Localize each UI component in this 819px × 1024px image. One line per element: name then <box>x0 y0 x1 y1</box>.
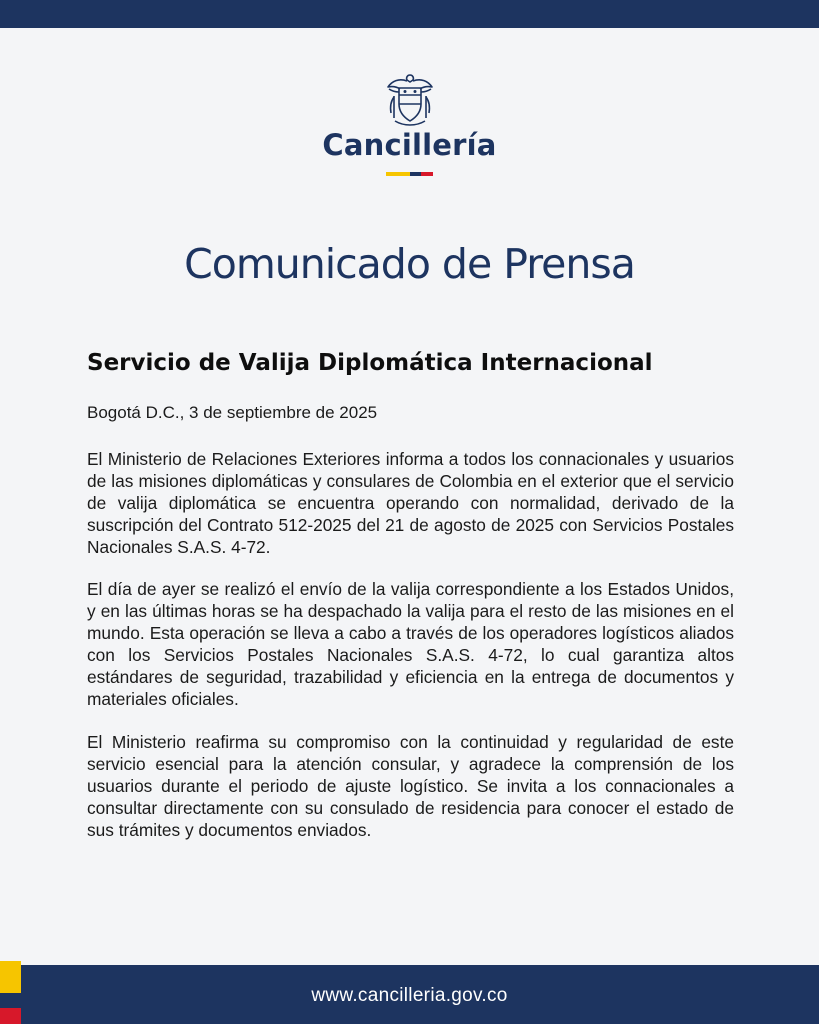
document-title: Servicio de Valija Diplomática Internacional <box>87 350 653 376</box>
coat-of-arms-icon <box>385 72 435 128</box>
brand-name: Cancillería <box>322 128 497 162</box>
paragraph-1: El Ministerio de Relaciones Exteriores informa a todos los connacionales y usuarios de las misiones diplomáticas y consulares de Colombia en el exterior que el servicio de valija diplomática se encuentra operando con normalidad, derivado de la suscripción del Contrato 512-2025 del 21 de agosto de 2025 con Servicios Postales Nacionales S.A.S. 4-72. <box>87 449 734 557</box>
document-type-heading: Comunicado de Prensa <box>184 240 635 288</box>
paragraph-2: El día de ayer se realizó el envío de la valija correspondiente a los Estados Unidos, y en las últimas horas se ha despachado la valija para el resto de las misiones en el mundo. Esta operación se lleva a cabo a través de los operadores logísticos aliados con los Servicios Postales Nacionales S.A.S. 4-72, lo cual garantiza altos estándares de seguridad, trazabilidad y eficiencia en la entrega de documentos y materiales oficiales. <box>87 579 734 709</box>
colombia-flag-strip <box>386 172 433 176</box>
date-line: Bogotá D.C., 3 de septiembre de 2025 <box>87 403 378 422</box>
website-link[interactable]: www.cancilleria.gov.co <box>311 985 508 1006</box>
top-bar <box>0 0 819 28</box>
paragraph-3: El Ministerio reafirma su compromiso con la continuidad y regularidad de este servicio esencial para la atención consular, y agradece la comprensión de los usuarios durante el periodo de ajuste logístico. Se invita a los connacionales a consultar directamente con su consulado de residencia para conocer el estado de sus trámites y documentos enviados. <box>87 732 734 840</box>
